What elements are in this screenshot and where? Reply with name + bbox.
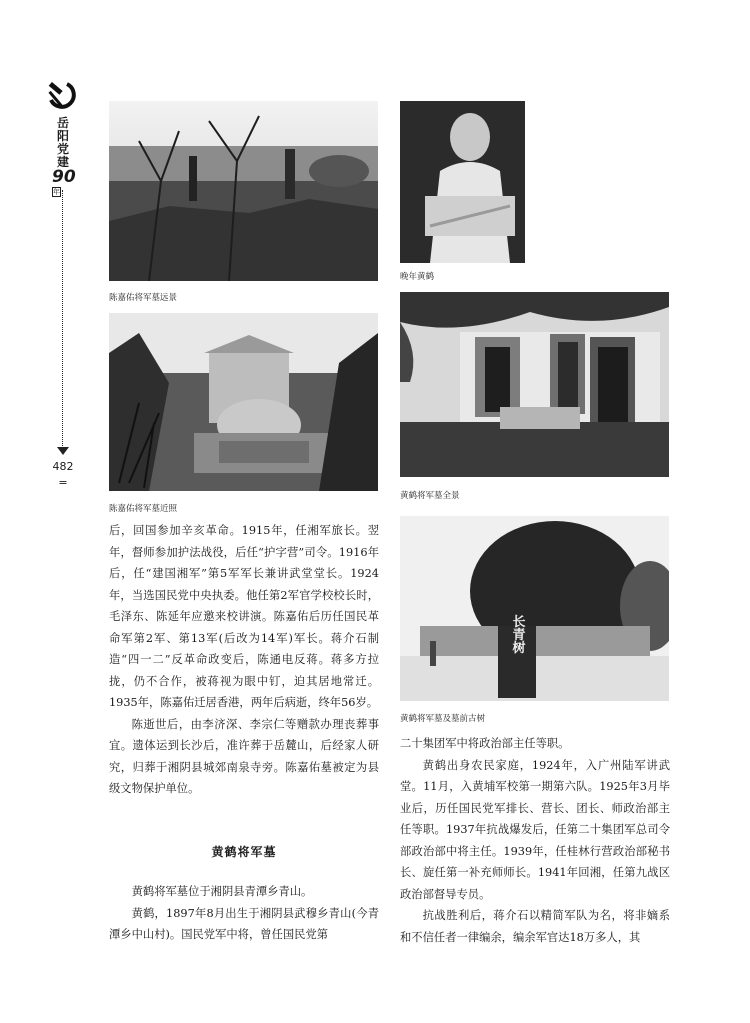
hammer-sickle-icon [45, 78, 79, 112]
photo-huang-tomb-full [400, 292, 669, 477]
paragraph: 黄鹤，1897年8月出生于湘阴县武穆乡青山(今青潭乡中山村)。国民党军中将，曾任国民党第 [109, 906, 379, 941]
brand-90-years [52, 167, 78, 196]
paragraph: 后，回国参加辛亥革命。1915年，任湘军旅长。翌年，督师参加护法战役，后任“护字营”司令。1916年后，任“建国湘军”第5军军长兼讲武堂堂长。1924年，当选国民党中央执委。他任第2军官学校校长时，毛泽东、陈延年应邀来校讲演。陈嘉佑后历任国民革命军第2军、第13军(后改为14军)军长。蒋介石制造“四一二”反革命政变后，陈通电反蒋。蒋多方拉拢，仍不合作，被蒋视为眼中钉，迫其居地常迁。1935年，陈嘉佑迁居香港，两年后病逝，终年56岁。 [109, 524, 379, 709]
caption-photo1: 陈嘉佑将军墓远景 [109, 293, 178, 303]
paragraph: 黄鹤出身农民家庭，1924年，入广州陆军讲武堂。11月，入黄埔军校第一期第六队。1925年3月毕业后，历任国民党军排长、营长、团长、师政治部主任等职。1937年抗战爆发后，任第二十集团军总司令部政治部中将主任。1939年，任桂林行营政治部秘书长、旋任第一补充师师长。1941年回湘，任第九战区政治部督导专员。 [400, 758, 670, 901]
section-heading: 黄鹤将军墓 [211, 845, 277, 859]
tomb-tree-image [400, 516, 669, 701]
brand-year: 年 [53, 188, 60, 196]
page-number: 482 [52, 460, 74, 473]
caption-photo5: 黄鹤将军墓及墓前古树 [400, 714, 486, 724]
right-text-column [400, 733, 670, 948]
paragraph: 二十集团军中将政治部主任等职。 [400, 737, 570, 750]
brand-char: 岳 [56, 116, 69, 130]
sidebar-dotted-line [62, 190, 63, 448]
tree-sign-text: 长青树 [509, 614, 525, 654]
tomb-close-image [109, 313, 378, 491]
photo-chen-tomb-close [109, 313, 378, 491]
brand-title [56, 117, 70, 169]
paragraph: 黄鹤将军墓位于湘阴县青潭乡青山。 [131, 885, 313, 898]
paragraph: 抗战胜利后，蒋介石以精简军队为名，将非嫡系和不信任者一律编余，编余军官达18万多人，其 [400, 909, 670, 944]
photo-chen-tomb-distant [109, 101, 378, 281]
caption-photo4: 黄鹤将军墓全景 [400, 491, 460, 501]
tomb-full-image [400, 292, 669, 477]
caption-photo3: 晚年黄鹤 [400, 272, 435, 282]
arrow-down-icon [57, 447, 69, 455]
left-text-column [109, 520, 379, 800]
caption-photo2: 陈嘉佑将军墓近照 [109, 504, 178, 514]
portrait-image [400, 101, 525, 263]
paragraph: 陈逝世后，由李济深、李宗仁等赠款办理丧葬事宜。遗体运到长沙后，准许葬于岳麓山，后经家人研究，归葬于湘阴县城郊南泉寺旁。陈嘉佑墓被定为县级文物保护单位。 [109, 717, 379, 795]
brand-char: 党 [56, 142, 69, 156]
brand-char: 建 [56, 155, 69, 169]
left-text-column-2 [109, 881, 379, 946]
photo-huang-portrait [400, 101, 525, 263]
brand-90: 90 [52, 167, 76, 187]
photo-huang-tomb-tree [400, 516, 669, 701]
page-mark: = [58, 476, 68, 489]
brand-char: 阳 [56, 129, 69, 143]
tomb-distant-image [109, 101, 378, 281]
